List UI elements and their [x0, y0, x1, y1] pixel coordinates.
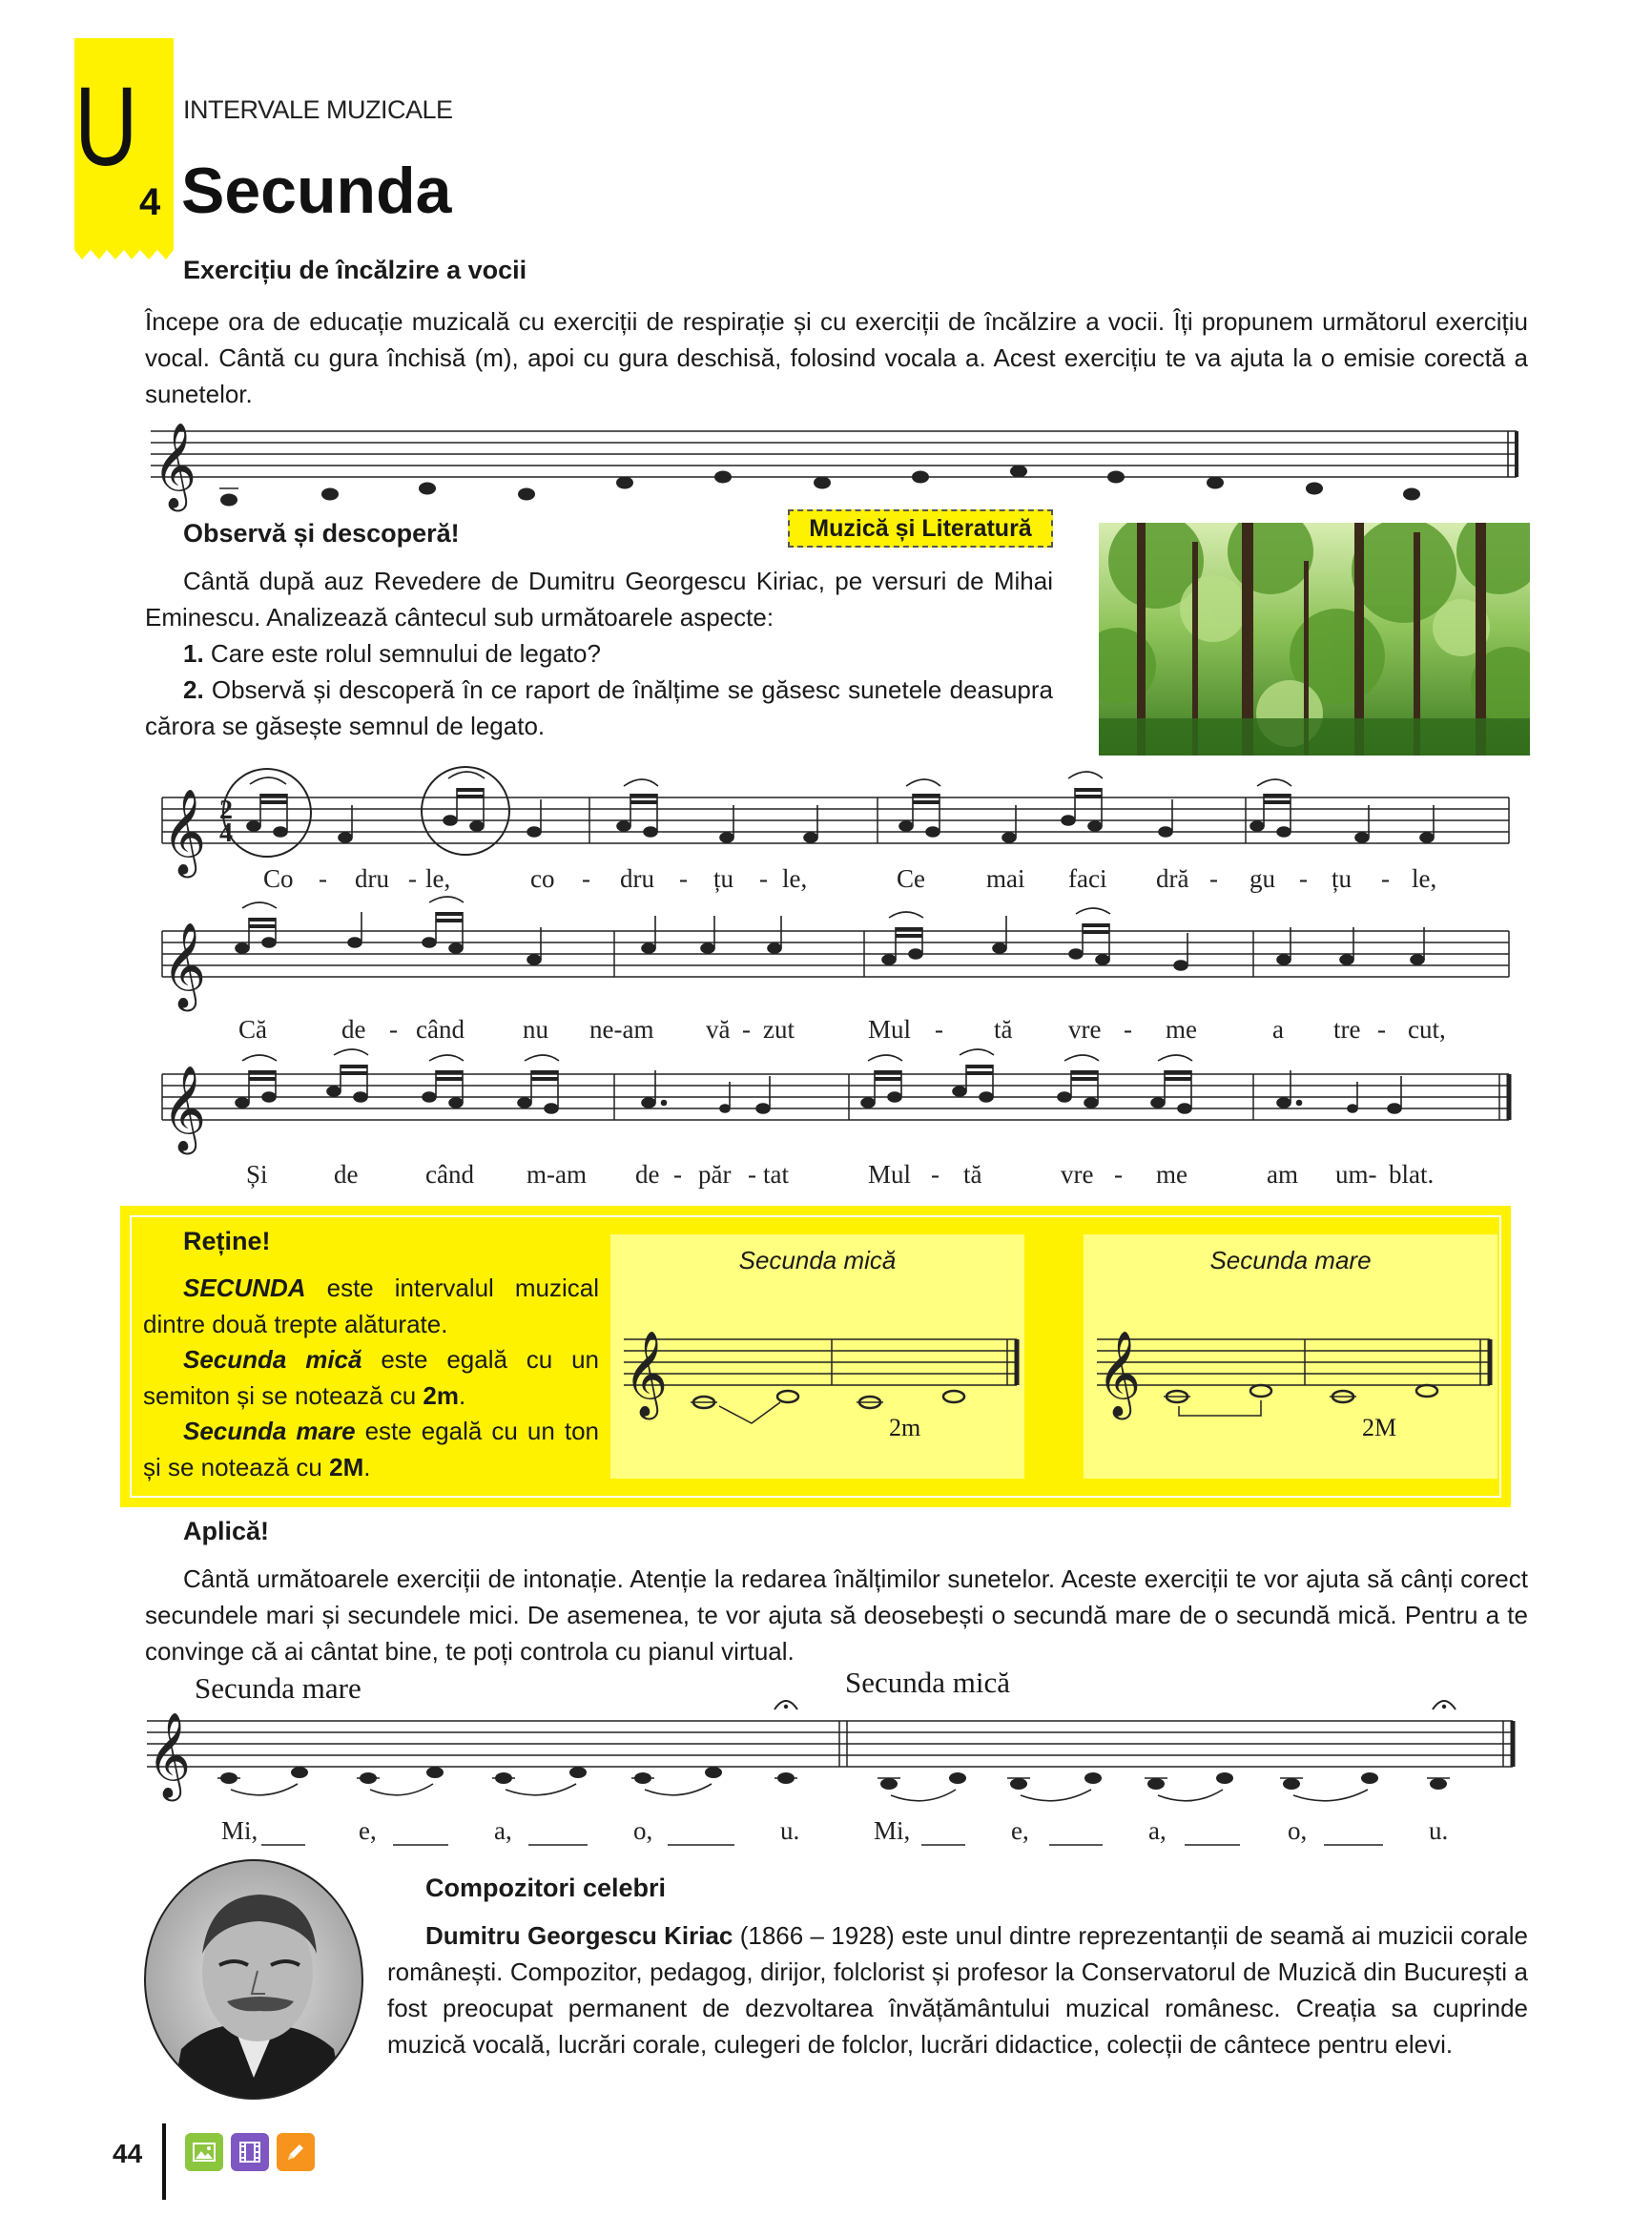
retine-term-major: Secunda mare: [183, 1417, 356, 1445]
lyric: u.: [1429, 1816, 1449, 1845]
observe-line: Cântă după auz Revedere de Dumitru Georgescu Kiriac, pe versuri de Mihai Eminescu. Analizează cântecul sub următoarele aspecte:: [145, 567, 1053, 632]
warmup-heading: Exercițiu de încălzire a vocii: [183, 256, 527, 284]
major-second-label: 2M: [1362, 1414, 1397, 1441]
composer-name: Dumitru Georgescu Kiriac: [425, 1921, 733, 1950]
lyric: me: [1166, 1015, 1197, 1044]
lyric: le,: [782, 864, 808, 893]
lyric: e,: [359, 1816, 377, 1845]
lyric: dru: [620, 864, 654, 893]
lyric: -: [935, 1015, 943, 1044]
lyric: -: [408, 864, 417, 893]
lyric: o,: [633, 1816, 653, 1845]
lyric: de: [334, 1160, 359, 1189]
lyric: e,: [1011, 1816, 1029, 1845]
footer-divider: [162, 2123, 166, 2200]
apply-label-major: Secunda mare: [195, 1671, 361, 1705]
lyric: o,: [1288, 1816, 1308, 1845]
retine-def-1: este intervalul muzical dintre două trepte alăturate.: [143, 1274, 599, 1338]
lyric: -: [1299, 864, 1308, 893]
retine-text: SECUNDA este intervalul muzical dintre două trepte alăturate. Secunda mică este egală cu un semiton și se notează cu 2m. Secunda mare este egală cu un ton și se notează cu 2M.: [143, 1274, 599, 1481]
lyric: Co: [263, 864, 294, 893]
time-sig-bottom: 4: [219, 818, 233, 848]
lyric: Mi,: [221, 1816, 258, 1845]
lyric: -: [1114, 1160, 1123, 1189]
question-1-number: 1.: [183, 639, 204, 668]
lyric: Mul: [868, 1015, 912, 1044]
lyric: cut,: [1408, 1015, 1446, 1044]
page-title: Secunda: [181, 155, 452, 227]
lyric: vă: [706, 1015, 731, 1044]
lyric: Că: [238, 1015, 267, 1044]
svg-text:𝄞: 𝄞: [1097, 1331, 1142, 1417]
warmup-staff: [143, 408, 1526, 513]
lyric: u.: [780, 1816, 800, 1845]
retine-code-2M: 2M: [329, 1452, 364, 1481]
svg-text:𝄞: 𝄞: [624, 1331, 669, 1417]
apply-label-minor: Secunda mică: [845, 1666, 1011, 1699]
svg-text:𝄞: 𝄞: [162, 922, 207, 1008]
lyric: tre: [1333, 1015, 1361, 1044]
lyric: a,: [494, 1816, 512, 1845]
lyric: -: [1209, 864, 1218, 893]
question-2: [145, 672, 1053, 744]
lyric: faci: [1068, 864, 1107, 893]
lyric: -: [1381, 864, 1390, 893]
song-score: [143, 759, 1526, 1198]
lyric: Mul: [868, 1160, 912, 1189]
major-second-staff: [1093, 1301, 1494, 1435]
page-number: 44: [113, 2139, 143, 2168]
lyric: a: [1272, 1015, 1284, 1044]
image-icon[interactable]: [185, 2133, 223, 2171]
lyric: nu: [523, 1015, 548, 1044]
observe-heading: Observă și descoperă!: [183, 519, 460, 548]
retine-term-minor: Secunda mică: [183, 1345, 362, 1374]
minor-second-title: Secunda mică: [738, 1246, 897, 1274]
major-second-box: [1084, 1234, 1497, 1479]
lyric: me: [1156, 1160, 1187, 1189]
apply-text: Cântă următoarele exerciții de intonație. Atenție la redarea înălțimilor sunetelor. Aceste exerciții te vor ajuta să cânți corect secundele mari și secundele mici. De asemenea, te vor ajuta să deosebești o secundă mare de o secundă mică. Pentru a te convinge că ai cântat bine, te poți controla cu pianul virtual.: [145, 1564, 1528, 1666]
lyric: de: [635, 1160, 660, 1189]
apply-staff: [143, 1679, 1526, 1812]
lyric: -: [742, 1015, 751, 1044]
svg-text:𝄞: 𝄞: [153, 423, 197, 508]
lyric: -: [748, 1160, 756, 1189]
minor-second-box: [610, 1234, 1024, 1479]
lyric: tă: [994, 1015, 1013, 1044]
forest-photo: [1099, 523, 1530, 756]
question-1-text: Care este rolul semnului de legato?: [210, 639, 601, 668]
lyric: um-: [1335, 1160, 1377, 1189]
minor-second-staff: [620, 1301, 1021, 1435]
retine-term-secunda: SECUNDA: [183, 1274, 306, 1302]
lyric: zut: [763, 1015, 795, 1044]
svg-text:𝄞: 𝄞: [162, 1066, 207, 1151]
lyric: -: [582, 864, 590, 893]
question-1: [145, 635, 1053, 672]
lyric: -: [1124, 1015, 1132, 1044]
lyric: Mi,: [874, 1816, 911, 1845]
lyric: vre: [1068, 1015, 1102, 1044]
unit-number: 4: [139, 181, 161, 223]
unit-letter: U: [74, 64, 138, 190]
lyric: dru: [355, 864, 389, 893]
major-second-title: Secunda mare: [1209, 1246, 1372, 1274]
apply-heading: Aplică!: [183, 1517, 270, 1545]
observe-text: [145, 563, 1053, 744]
lyric: de: [341, 1015, 366, 1044]
lyric: Ce: [897, 864, 925, 893]
question-2-text: Observă și descoperă în ce raport de înălțime se găsesc sunetele deasupra cărora se găsește semnul de legato.: [145, 675, 1053, 740]
lyric: dră: [1156, 864, 1189, 893]
lyric: -: [759, 864, 768, 893]
lyric: țu: [713, 864, 734, 893]
lyric: blat.: [1389, 1160, 1435, 1189]
lyric: mai: [986, 864, 1025, 893]
question-2-number: 2.: [183, 675, 204, 704]
lyric: -: [389, 1015, 398, 1044]
lyric: când: [416, 1015, 465, 1044]
lyric: ne-am: [589, 1015, 654, 1044]
time-sig-top: 2: [219, 796, 233, 825]
composer-portrait: [143, 1858, 364, 2101]
lyric: -: [931, 1160, 940, 1189]
composer-text: [387, 1917, 1528, 2062]
retine-def-3: este egală cu un ton și se notează cu: [143, 1417, 599, 1481]
lyric: le,: [1412, 864, 1437, 893]
unit-tab: [74, 38, 174, 259]
lyric: co: [530, 864, 555, 893]
lyric: păr: [698, 1160, 732, 1189]
lyric: a,: [1148, 1816, 1167, 1845]
lyric: le,: [425, 864, 451, 893]
lyric: m-am: [527, 1160, 587, 1189]
pencil-icon[interactable]: [277, 2133, 315, 2171]
retine-heading: Reține!: [183, 1227, 271, 1255]
lyric: tat: [763, 1160, 789, 1189]
lyric: când: [425, 1160, 474, 1189]
warmup-text: Începe ora de educație muzicală cu exerciții de respirație și cu exerciții de încălzire a vocii. Îți propunem următorul exercițiu vocal. Cântă cu gura închisă (m), apoi cu gura deschisă, folosind vocala a. Acest exercițiu te va ajuta la o emisie corectă a sunetelor.: [145, 307, 1528, 408]
lyric: tă: [963, 1160, 982, 1189]
lyric: -: [679, 864, 688, 893]
composer-bio: (1866 – 1928) este unul dintre reprezentanții de seamă ai muzicii corale românești. Compozitor, pedagog, dirijor, folclorist și profesor la Conservatorul de Muzică din București a fost preocupat permanent de dezvoltarea învățământului muzical românesc. Creația sa cuprinde muzică vocală, lucrări corale, culegeri de folclor, lucrări didactice, colecții de cântece pentru elevi.: [387, 1921, 1528, 2059]
svg-text:𝄞: 𝄞: [162, 789, 207, 875]
lyric: -: [673, 1160, 682, 1189]
film-icon[interactable]: [231, 2133, 269, 2171]
lyric: am: [1267, 1160, 1298, 1189]
composer-heading: Compozitori celebri: [425, 1874, 667, 1902]
unit-kicker: INTERVALE MUZICALE: [183, 95, 453, 124]
lyric: -: [1377, 1015, 1386, 1044]
footer-icons: [185, 2133, 315, 2171]
lyric: Și: [246, 1160, 268, 1189]
lyric: gu: [1249, 864, 1275, 893]
lyric: vre: [1061, 1160, 1094, 1189]
lyric-extenders: [143, 1839, 1526, 1849]
retine-code-2m: 2m: [423, 1380, 459, 1410]
retine-def-2: este egală cu un semiton și se notează cu: [143, 1345, 599, 1410]
svg-text:𝄞: 𝄞: [147, 1712, 192, 1798]
literature-badge-label: Muzică și Literatură: [809, 515, 1032, 542]
retine-box: [120, 1206, 1511, 1507]
literature-badge: [788, 509, 1053, 548]
lyric: țu: [1332, 864, 1353, 893]
minor-second-label: 2m: [889, 1414, 921, 1441]
lyric: -: [319, 864, 327, 893]
